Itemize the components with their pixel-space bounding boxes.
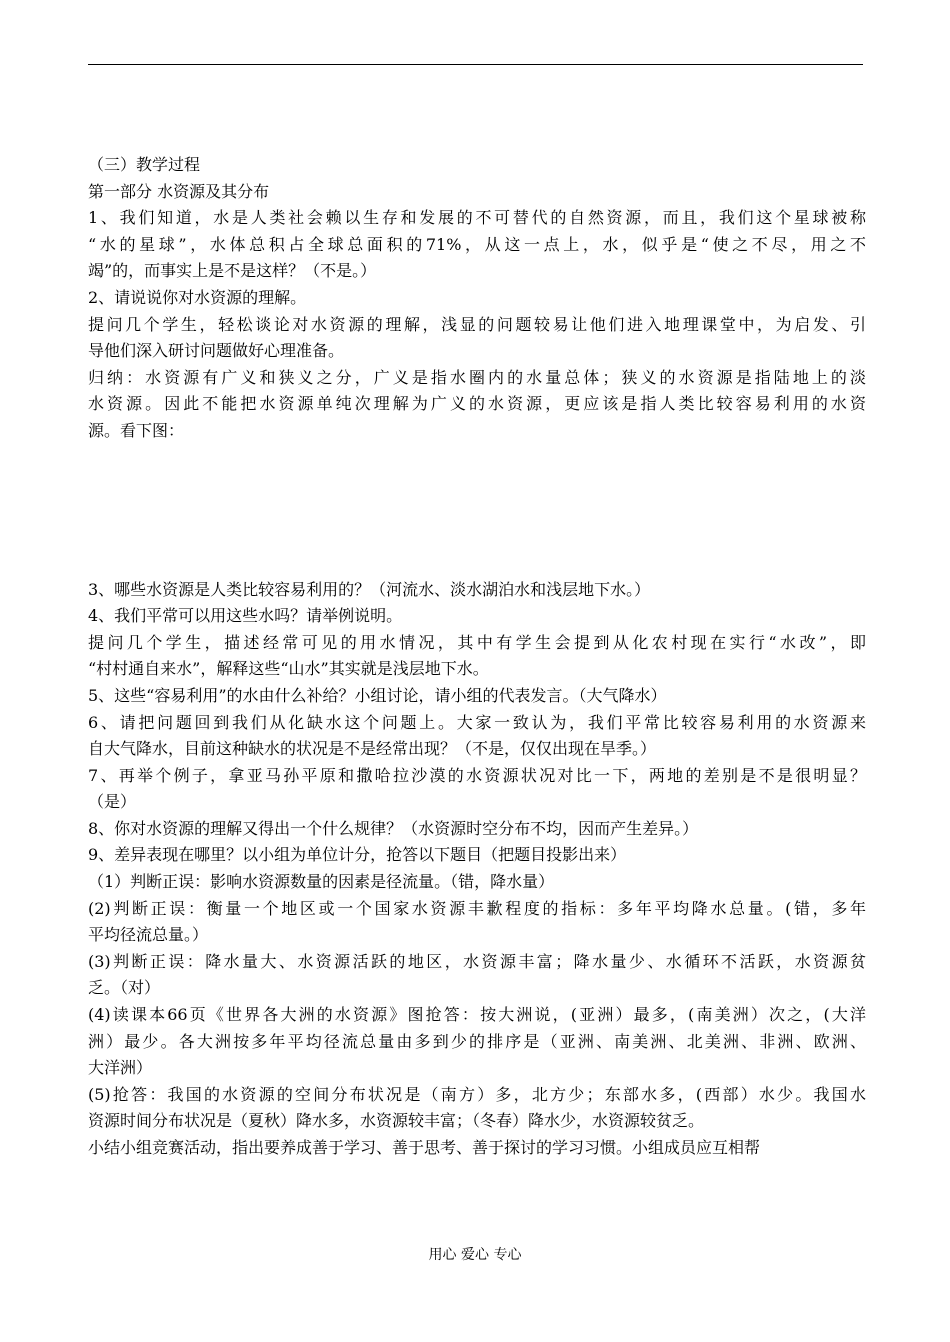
text-line: 水资源。因此不能把水资源单纯次理解为广义的水资源，更应该是指人类比较容易利用的水资	[88, 394, 866, 414]
text-line: 8、你对水资源的理解又得出一个什么规律？（水资源时空分布不均，因而产生差异。）	[88, 818, 699, 838]
text-line: (4)读课本66页《世界各大洲的水资源》图抢答：按大洲说，(亚洲）最多，(南美洲）次之，(大洋	[88, 1005, 866, 1025]
text-line: 提问几个学生，轻松谈论对水资源的理解，浅显的问题较易让他们进入地理课堂中，为启发、引	[88, 314, 866, 334]
text-line: 归纳：水资源有广义和狭义之分，广义是指水圈内的水量总体；狭义的水资源是指陆地上的淡	[88, 367, 866, 387]
text-line: 6、请把问题回到我们从化缺水这个问题上。大家一致认为，我们平常比较容易利用的水资源来	[88, 712, 866, 732]
document-body	[88, 152, 866, 1162]
text-line: 5、这些“容易利用”的水由什么补给？小组讨论，请小组的代表发言。（大气降水）	[88, 685, 667, 705]
text-line: 竭”的，而事实上是不是这样？（不是。）	[88, 261, 377, 281]
text-line: 9、差异表现在哪里？以小组为单位计分，抢答以下题目（把题目投影出来）	[88, 845, 627, 865]
text-line: 自大气降水，目前这种缺水的状况是不是经常出现？（不是，仅仅出现在旱季。）	[88, 739, 657, 759]
text-line: 大洋洲）	[88, 1058, 153, 1078]
text-line: 小结小组竞赛活动，指出要养成善于学习、善于思考、善于探讨的学习习惯。小组成员应互相帮	[88, 1138, 761, 1157]
text-line: （是）	[88, 792, 137, 812]
text-line: 资源时间分布状况是（夏秋）降水多，水资源较丰富；（冬春）降水少，水资源较贫乏。	[88, 1111, 705, 1131]
text-line: (5)抢答：我国的水资源的空间分布状况是（南方）多，北方少；东部水多，(西部）水少。我国水	[88, 1084, 866, 1104]
text-line: 2、请说说你对水资源的理解。	[88, 287, 307, 307]
text-line: 提问几个学生，描述经常可见的用水情况，其中有学生会提到从化农村现在实行“水改”，即	[88, 632, 866, 652]
text-line: (3)判断正误：降水量大、水资源活跃的地区，水资源丰富；降水量少、水循环不活跃，水资源贫	[88, 951, 866, 971]
text-line: 3、哪些水资源是人类比较容易利用的？（河流水、淡水湖泊水和浅层地下水。）	[88, 579, 651, 599]
text-line: “水的星球”，水体总积占全球总面积的71%，从这一点上，水，似乎是“使之不尽，用之不	[88, 234, 866, 254]
paragraph-block-top	[88, 152, 866, 445]
text-line: “村村通自来水”，解释这些“山水”其实就是浅层地下水。	[88, 659, 489, 679]
text-line: (2)判断正误：衡量一个地区或一个国家水资源丰歉程度的指标：多年平均降水总量。(错，多年	[88, 898, 866, 918]
header-rule	[88, 64, 863, 65]
text-line: 洲）最少。各大洲按多年平均径流总量由多到少的排序是（亚洲、南美洲、北美洲、非洲、欧洲、	[88, 1031, 866, 1051]
text-line: 平均径流总量。）	[88, 925, 209, 945]
text-line: 源。看下图：	[88, 420, 185, 440]
text-line: 1、我们知道，水是人类社会赖以生存和发展的不可替代的自然资源，而且，我们这个星球被称	[88, 208, 866, 228]
text-line: （1）判断正误：影响水资源数量的因素是径流量。（错，降水量）	[88, 872, 555, 892]
text-line: 4、我们平常可以用这些水吗？请举例说明。	[88, 606, 403, 626]
text-line: 7、再举个例子，拿亚马孙平原和撒哈拉沙漠的水资源状况对比一下，两地的差别是不是很明显？	[88, 765, 866, 785]
page-footer: 用心 爱心 专心	[428, 1247, 522, 1263]
text-line: 第一部分 水资源及其分布	[88, 181, 270, 201]
text-line: 导他们深入研讨问题做好心理准备。	[88, 341, 345, 361]
figure-placeholder-gap	[88, 445, 866, 577]
paragraph-block-bottom	[88, 577, 866, 1162]
text-line: （三）教学过程	[88, 155, 201, 174]
text-line: 乏。（对）	[88, 978, 161, 998]
